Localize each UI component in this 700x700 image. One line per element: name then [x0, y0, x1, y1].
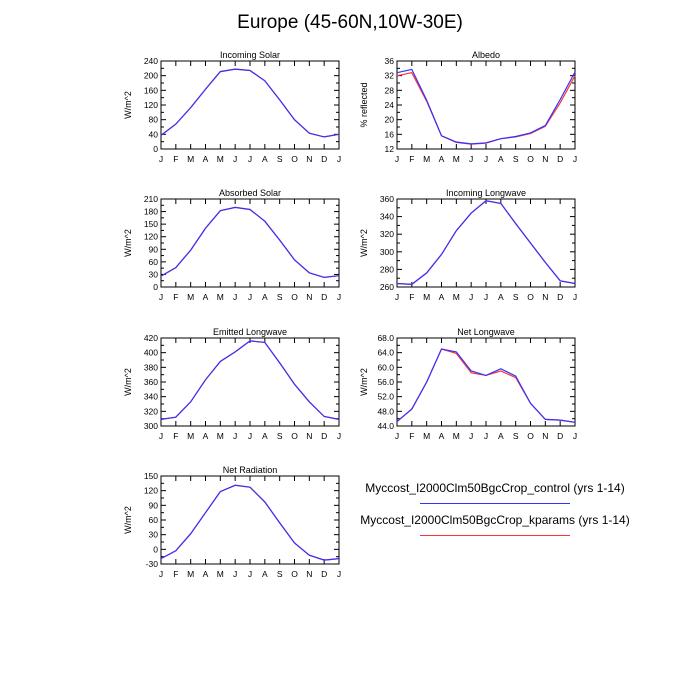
x-tick-label: A	[497, 154, 504, 164]
y-axis-label: W/m^2	[123, 229, 133, 257]
panel-1	[359, 50, 577, 164]
x-tick-label: A	[261, 569, 268, 579]
y-tick-label: 340	[143, 391, 158, 402]
x-tick-label: M	[216, 292, 224, 302]
x-tick-label: A	[202, 431, 209, 441]
y-tick-label: 60.0	[377, 362, 394, 373]
panel-title: Net Longwave	[457, 327, 515, 337]
x-tick-label: J	[158, 292, 164, 302]
y-tick-label: 56.0	[377, 377, 394, 387]
series-line-control	[161, 207, 339, 277]
legend-swatch-kparams	[420, 535, 570, 536]
y-tick-label: 360	[143, 377, 158, 387]
x-tick-label: A	[202, 569, 209, 579]
x-tick-label: J	[233, 154, 238, 164]
y-tick-label: 120	[143, 100, 158, 110]
y-tick-label: 320	[379, 229, 394, 240]
x-tick-label: M	[423, 431, 431, 441]
y-tick-label: 420	[143, 333, 158, 343]
x-tick-label: A	[438, 431, 445, 441]
x-tick-label: A	[202, 292, 209, 302]
x-tick-label: F	[409, 154, 415, 164]
series-line-control	[397, 349, 575, 422]
x-tick-label: F	[173, 569, 179, 579]
y-tick-label: 210	[143, 194, 158, 204]
x-tick-label: O	[291, 431, 298, 441]
y-tick-label: 120	[143, 231, 158, 242]
y-tick-label: 60	[148, 515, 158, 525]
panel-title: Albedo	[471, 50, 501, 60]
y-tick-label: 0	[153, 144, 158, 154]
panel-title: Incoming Solar	[219, 50, 281, 60]
y-axis-label: W/m^2	[123, 91, 133, 119]
y-tick-label: 180	[143, 206, 158, 217]
x-tick-label: J	[158, 569, 164, 579]
y-tick-label: 68.0	[377, 333, 394, 343]
x-tick-label: M	[187, 154, 195, 164]
x-tick-label: M	[423, 292, 431, 302]
x-tick-label: F	[409, 292, 415, 302]
x-tick-label: O	[527, 154, 534, 164]
y-axis-label: W/m^2	[123, 506, 133, 534]
x-tick-label: J	[572, 431, 578, 441]
x-tick-label: M	[216, 569, 224, 579]
x-tick-label: M	[216, 154, 224, 164]
x-tick-label: J	[394, 292, 400, 302]
x-tick-label: M	[187, 431, 195, 441]
x-tick-label: N	[542, 154, 549, 164]
series-line-control	[161, 69, 339, 137]
y-tick-label: 40	[148, 129, 158, 140]
y-tick-label: 150	[143, 219, 158, 230]
y-tick-label: 260	[379, 282, 394, 292]
x-tick-label: D	[321, 154, 328, 164]
x-tick-label: A	[261, 431, 268, 441]
y-tick-label: 120	[143, 485, 158, 496]
series-line-control	[161, 341, 339, 420]
x-tick-label: A	[497, 431, 504, 441]
y-axis-label: W/m^2	[123, 368, 133, 396]
x-tick-label: J	[394, 154, 400, 164]
x-tick-label: D	[321, 292, 328, 302]
x-tick-label: F	[173, 154, 179, 164]
legend-entry-kparams	[350, 513, 640, 536]
y-tick-label: 300	[143, 421, 158, 431]
panel-title: Net Radiation	[222, 465, 278, 475]
x-tick-label: J	[336, 431, 342, 441]
x-tick-label: J	[469, 154, 474, 164]
x-tick-label: N	[306, 154, 313, 164]
plot-frame	[397, 338, 575, 426]
x-tick-label: M	[452, 431, 460, 441]
series-line-kparams	[397, 201, 575, 285]
y-tick-label: 64.0	[377, 347, 394, 358]
y-tick-label: 24	[384, 100, 394, 110]
y-tick-label: 48.0	[377, 406, 394, 417]
x-tick-label: N	[306, 292, 313, 302]
y-tick-label: 28	[384, 85, 394, 96]
x-tick-label: A	[438, 292, 445, 302]
x-tick-label: J	[469, 292, 474, 302]
y-tick-label: 300	[379, 246, 394, 257]
y-axis-label: % reflected	[359, 82, 369, 128]
x-tick-label: J	[483, 292, 489, 302]
y-tick-label: 150	[143, 471, 158, 481]
x-tick-label: S	[512, 292, 519, 302]
x-tick-label: M	[452, 292, 460, 302]
y-tick-label: 30	[148, 269, 158, 280]
x-tick-label: J	[483, 431, 489, 441]
x-tick-label: J	[572, 154, 578, 164]
x-tick-label: N	[306, 431, 313, 441]
y-tick-label: 52.0	[377, 391, 394, 402]
y-tick-label: 200	[143, 70, 158, 81]
x-tick-label: N	[542, 431, 549, 441]
y-axis-label: W/m^2	[359, 229, 369, 257]
legend-swatch-control	[420, 503, 570, 504]
x-tick-label: O	[291, 292, 298, 302]
plot-frame	[161, 61, 339, 149]
panel-4	[123, 327, 341, 441]
series-line-kparams	[397, 73, 575, 145]
series-line-kparams	[397, 349, 575, 422]
x-tick-label: J	[336, 569, 342, 579]
x-tick-label: J	[233, 569, 238, 579]
y-tick-label: 280	[379, 264, 394, 275]
series-line-kparams	[161, 341, 339, 420]
y-axis-label: W/m^2	[359, 368, 369, 396]
x-tick-label: A	[261, 154, 268, 164]
x-tick-label: A	[497, 292, 504, 302]
y-tick-label: -30	[145, 559, 158, 569]
x-tick-label: D	[557, 154, 564, 164]
x-tick-label: J	[158, 431, 164, 441]
series-line-kparams	[161, 207, 339, 277]
x-tick-label: J	[336, 292, 342, 302]
series-line-control	[397, 201, 575, 285]
x-tick-label: D	[321, 431, 328, 441]
x-tick-label: J	[247, 431, 253, 441]
x-tick-label: O	[527, 431, 534, 441]
series-line-control	[161, 485, 339, 560]
x-tick-label: J	[158, 154, 164, 164]
series-line-kparams	[161, 69, 339, 137]
x-tick-label: S	[512, 431, 519, 441]
panel-title: Absorbed Solar	[218, 188, 282, 198]
y-tick-label: 240	[143, 56, 158, 66]
x-tick-label: J	[483, 154, 489, 164]
panel-3	[359, 188, 577, 302]
y-tick-label: 32	[384, 70, 394, 81]
x-tick-label: J	[247, 154, 253, 164]
x-tick-label: J	[247, 292, 253, 302]
x-tick-label: J	[233, 292, 238, 302]
x-tick-label: N	[542, 292, 549, 302]
y-tick-label: 340	[379, 211, 394, 222]
x-tick-label: S	[512, 154, 519, 164]
x-tick-label: D	[557, 431, 564, 441]
y-tick-label: 380	[143, 362, 158, 373]
y-tick-label: 12	[384, 144, 394, 154]
x-tick-label: M	[187, 569, 195, 579]
panel-title: Emitted Longwave	[212, 327, 288, 337]
y-tick-label: 400	[143, 347, 158, 358]
x-tick-label: J	[247, 569, 253, 579]
x-tick-label: A	[438, 154, 445, 164]
x-tick-label: J	[572, 292, 578, 302]
plot-frame	[161, 476, 339, 564]
y-tick-label: 20	[384, 114, 394, 125]
panel-title: Incoming Longwave	[445, 188, 527, 198]
legend-entry-control	[350, 481, 640, 504]
x-tick-label: D	[321, 569, 328, 579]
y-tick-label: 36	[384, 56, 394, 66]
y-tick-label: 90	[148, 500, 158, 511]
x-tick-label: J	[336, 154, 342, 164]
x-tick-label: F	[409, 431, 415, 441]
figure-title: Europe (45-60N,10W-30E)	[237, 12, 463, 33]
x-tick-label: A	[202, 154, 209, 164]
legend-label-kparams: Myccost_I2000Clm50BgcCrop_kparams (yrs 1-14)	[360, 513, 630, 527]
y-tick-label: 16	[384, 129, 394, 140]
x-tick-label: S	[276, 569, 283, 579]
x-tick-label: S	[276, 292, 283, 302]
y-tick-label: 80	[148, 114, 158, 125]
y-tick-label: 30	[148, 529, 158, 540]
plot-frame	[397, 61, 575, 149]
y-tick-label: 0	[153, 544, 158, 555]
x-tick-label: S	[276, 431, 283, 441]
y-tick-label: 160	[143, 85, 158, 96]
x-tick-label: A	[261, 292, 268, 302]
y-tick-label: 90	[148, 244, 158, 255]
x-tick-label: O	[291, 154, 298, 164]
panel-0	[123, 50, 341, 164]
x-tick-label: M	[452, 154, 460, 164]
x-tick-label: D	[557, 292, 564, 302]
panel-6	[123, 465, 341, 579]
series-line-kparams	[161, 485, 339, 560]
x-tick-label: J	[469, 431, 474, 441]
x-tick-label: M	[216, 431, 224, 441]
y-tick-label: 360	[379, 194, 394, 204]
x-tick-label: F	[173, 292, 179, 302]
x-tick-label: M	[187, 292, 195, 302]
series-line-control	[397, 69, 575, 143]
x-tick-label: J	[233, 431, 238, 441]
y-tick-label: 320	[143, 406, 158, 417]
x-tick-label: S	[276, 154, 283, 164]
x-tick-label: N	[306, 569, 313, 579]
x-tick-label: O	[527, 292, 534, 302]
x-tick-label: J	[394, 431, 400, 441]
x-tick-label: F	[173, 431, 179, 441]
panel-2	[123, 188, 341, 302]
x-tick-label: O	[291, 569, 298, 579]
plot-frame	[161, 338, 339, 426]
y-tick-label: 0	[153, 282, 158, 292]
legend-label-control: Myccost_I2000Clm50BgcCrop_control (yrs 1-14)	[365, 481, 625, 495]
y-tick-label: 44.0	[377, 421, 394, 431]
x-tick-label: M	[423, 154, 431, 164]
plot-frame	[397, 199, 575, 287]
panel-5	[359, 327, 577, 441]
y-tick-label: 60	[148, 256, 158, 267]
